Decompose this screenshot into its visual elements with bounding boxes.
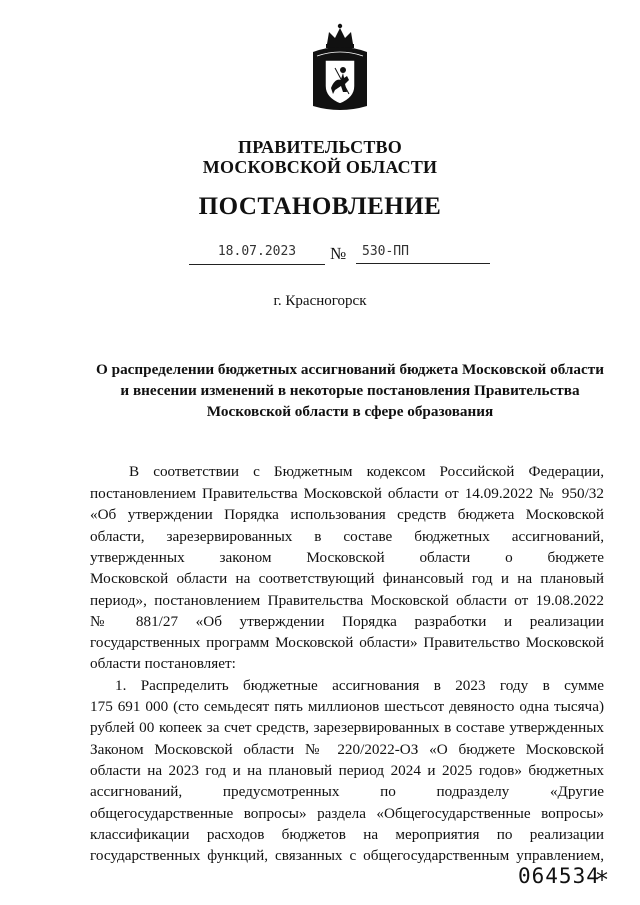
- body-text-line: 175 691 000 (сто семьдесят пять миллионов шестьсот девяносто одна тысяча): [90, 698, 604, 715]
- subject-line: Московской области в сфере образования: [206, 403, 494, 420]
- body-text-line: рублей 00 копеек за счет средств, зарезервированных в составе утвержденных: [90, 719, 604, 736]
- form-serial-number: 064534: [518, 864, 600, 888]
- decree-number: 530-ПП: [356, 244, 490, 264]
- body-text-line: области, зарезервированных в составе бюджетных ассигнований,: [90, 528, 604, 545]
- body-text-line: области постановляет:: [90, 655, 236, 672]
- body-text-line: В соответствии с Бюджетным кодексом Российской Федерации,: [129, 463, 604, 480]
- body-text-line: 1. Распределить бюджетные ассигнования в 2023 году в сумме: [115, 677, 604, 694]
- body-text-line: утвержденных законом Московской области о бюджете: [90, 549, 604, 566]
- body-text-line: ассигнований, предусмотренных по подразделу «Другие: [90, 783, 604, 800]
- body-text-line: Московской области на соответствующий финансовый год и на плановый: [90, 570, 604, 587]
- body-text-line: № 881/27 «Об утверждении Порядка разработки и реализации: [90, 613, 604, 630]
- body-text-line: классификации расходов бюджетов на мероприятия по реализации: [90, 826, 604, 843]
- document-type-title: ПОСТАНОВЛЕНИЕ: [198, 193, 442, 220]
- place-of-issue: г. Красногорск: [273, 293, 367, 309]
- decree-date: 18.07.2023: [189, 244, 325, 265]
- government-title-line1: ПРАВИТЕЛЬСТВО: [238, 137, 402, 157]
- number-sign: №: [330, 244, 347, 263]
- body-text-line: постановлением Правительства Московской области от 14.09.2022 № 950/32: [90, 485, 604, 502]
- decree-subject: [90, 359, 610, 422]
- subject-line: О распределении бюджетных ассигнований бюджета Московской области: [96, 361, 604, 378]
- body-text-line: государственных функций, связанных с общегосударственным управлением,: [90, 847, 604, 864]
- body-text-line: государственных программ Московской области» Правительство Московской: [90, 634, 604, 651]
- body-text-line: области на 2023 год и на плановый период 2024 и 2025 годов» бюджетных: [90, 762, 604, 779]
- body-text-line: Законом Московской области № 220/2022-ОЗ «О бюджете Московской: [90, 741, 604, 758]
- asterisk-mark: *: [596, 866, 608, 894]
- subject-line: и внесении изменений в некоторые постановления Правительства: [120, 382, 580, 399]
- coat-of-arms-emblem: [307, 22, 373, 114]
- body-text-line: период», постановлением Правительства Московской области от 19.08.2022: [90, 592, 604, 609]
- body-text-line: «Об утверждении Порядка использования средств бюджета Московской: [90, 506, 604, 523]
- government-title-line2: МОСКОВСКОЙ ОБЛАСТИ: [202, 157, 438, 177]
- body-text-line: общегосударственные вопросы» раздела «Общегосударственные вопросы»: [90, 805, 604, 822]
